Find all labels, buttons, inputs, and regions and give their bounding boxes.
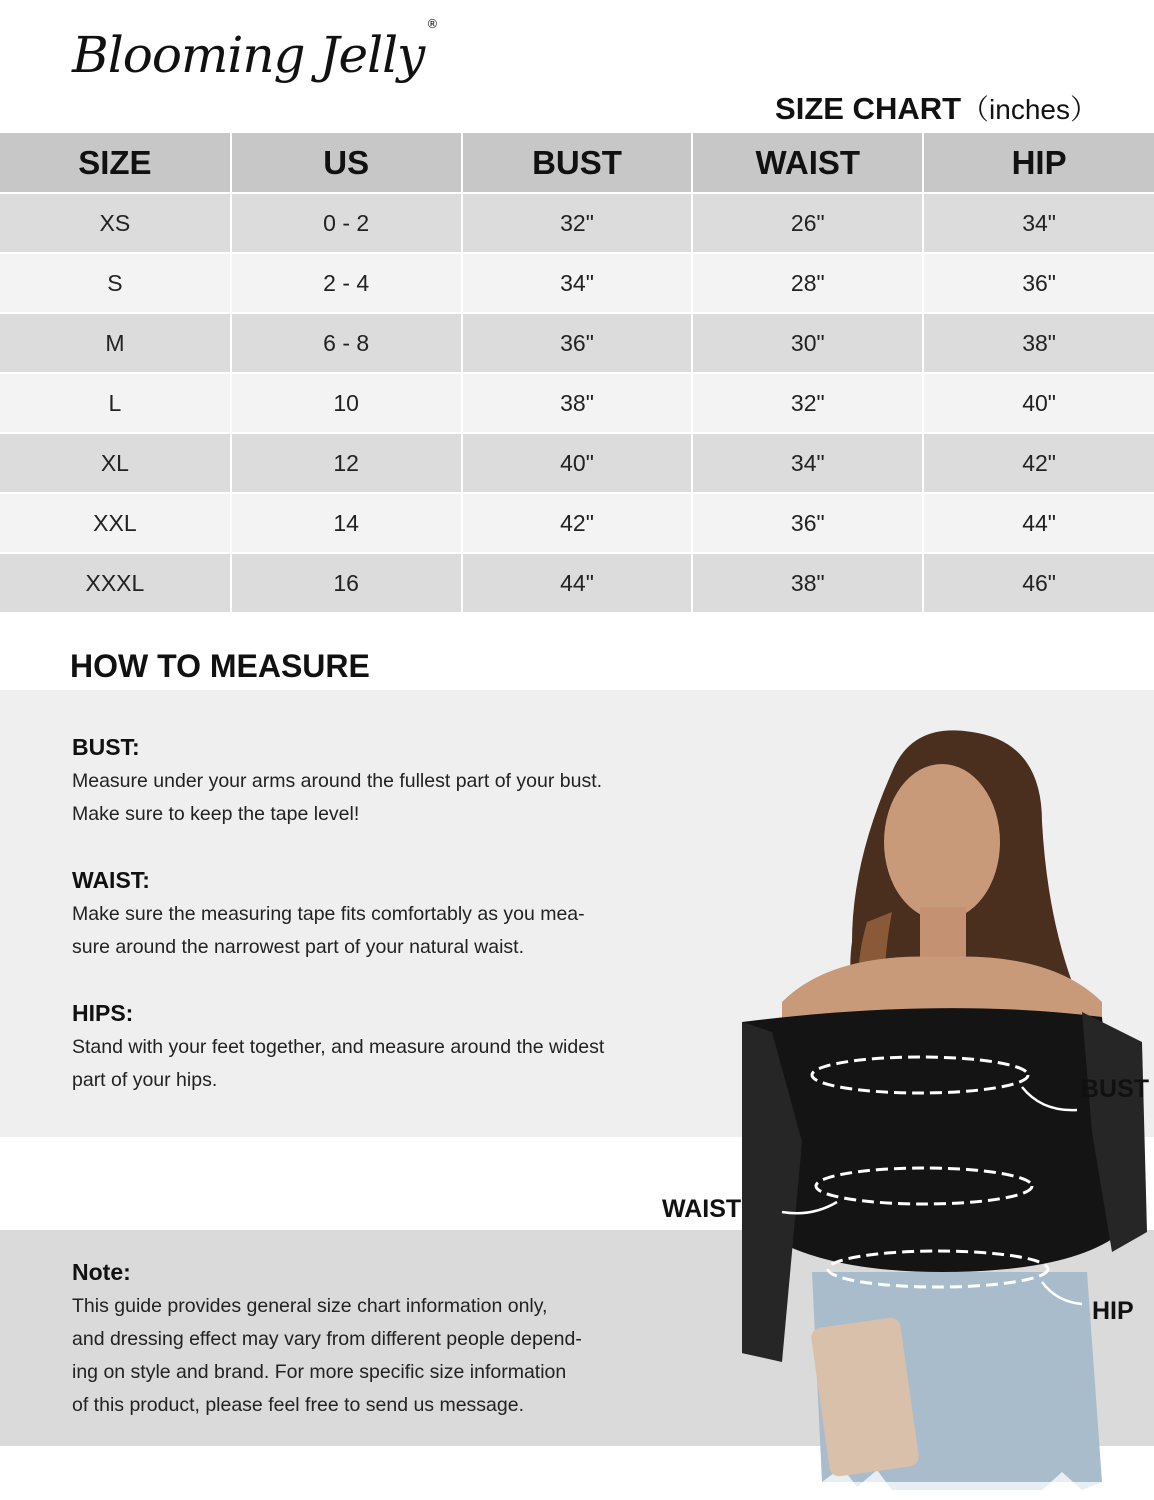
how-to-measure-title: HOW TO MEASURE	[70, 648, 370, 684]
note-line: ing on style and brand. For more specific size information	[72, 1361, 567, 1383]
hips-line: part of your hips.	[72, 1069, 218, 1091]
table-row	[0, 493, 1154, 553]
note-line: This guide provides general size chart information only,	[72, 1295, 548, 1317]
waist-tag: WAIST	[662, 1195, 742, 1223]
table-cell: XXXL	[0, 553, 231, 613]
size-chart-title: SIZE CHART	[775, 91, 962, 126]
table-cell: L	[0, 373, 231, 433]
bust-instructions	[72, 734, 662, 831]
note-line: of this product, please feel free to send us message.	[72, 1394, 525, 1416]
table-row	[0, 313, 1154, 373]
table-cell: M	[0, 313, 231, 373]
waist-line: sure around the narrowest part of your natural waist.	[72, 936, 524, 958]
brand-logo-text: Blooming Jelly	[72, 26, 425, 84]
column-header-hip: HIP	[923, 133, 1154, 193]
hip-tag: HIP	[1092, 1297, 1134, 1325]
bust-line: Make sure to keep the tape level!	[72, 803, 360, 825]
column-header-waist: WAIST	[692, 133, 923, 193]
table-header-row	[0, 133, 1154, 193]
table-cell: 38"	[923, 313, 1154, 373]
waist-label: WAIST:	[72, 867, 150, 893]
note-block	[72, 1259, 632, 1422]
table-cell: 2 - 4	[231, 253, 462, 313]
size-chart-unit: （inches）	[961, 94, 1098, 125]
table-cell: 40"	[462, 433, 693, 493]
bust-line: Measure under your arms around the fullest part of your bust.	[72, 770, 603, 792]
table-row	[0, 553, 1154, 613]
table-row	[0, 433, 1154, 493]
registered-mark: ®	[426, 17, 438, 32]
note-label: Note:	[72, 1259, 131, 1285]
hips-label: HIPS:	[72, 1000, 134, 1026]
table-cell: 26"	[692, 193, 923, 253]
table-cell: 38"	[692, 553, 923, 613]
column-header-us: US	[231, 133, 462, 193]
table-cell: 42"	[462, 493, 693, 553]
table-cell: 36"	[923, 253, 1154, 313]
brand-logo	[72, 17, 438, 84]
table-cell: 16	[231, 553, 462, 613]
note-line: and dressing effect may vary from different people depend-	[72, 1328, 582, 1350]
table-cell: 14	[231, 493, 462, 553]
waist-line: Make sure the measuring tape fits comfortably as you mea-	[72, 903, 585, 925]
column-header-size: SIZE	[0, 133, 231, 193]
table-cell: 34"	[923, 193, 1154, 253]
bust-tag: BUST	[1081, 1075, 1150, 1103]
table-row	[0, 373, 1154, 433]
table-cell: 44"	[462, 553, 693, 613]
table-cell: 32"	[462, 193, 693, 253]
column-header-bust: BUST	[462, 133, 693, 193]
table-cell: XS	[0, 193, 231, 253]
table-cell: XXL	[0, 493, 231, 553]
size-table	[0, 133, 1154, 614]
table-cell: 0 - 2	[231, 193, 462, 253]
table-cell: 44"	[923, 493, 1154, 553]
table-cell: 28"	[692, 253, 923, 313]
table-cell: 36"	[692, 493, 923, 553]
face-shape	[884, 764, 1000, 920]
table-cell: 34"	[692, 433, 923, 493]
size-chart-heading	[775, 88, 1098, 128]
table-cell: 32"	[692, 373, 923, 433]
table-cell: 36"	[462, 313, 693, 373]
hips-line: Stand with your feet together, and measure around the widest	[72, 1036, 605, 1058]
bust-label: BUST:	[72, 734, 140, 760]
hips-instructions	[72, 1000, 662, 1097]
table-cell: XL	[0, 433, 231, 493]
table-cell: 12	[231, 433, 462, 493]
table-cell: 10	[231, 373, 462, 433]
table-cell: S	[0, 253, 231, 313]
model-illustration	[742, 712, 1154, 1500]
table-row	[0, 193, 1154, 253]
table-cell: 6 - 8	[231, 313, 462, 373]
table-row	[0, 253, 1154, 313]
table-cell: 30"	[692, 313, 923, 373]
table-cell: 46"	[923, 553, 1154, 613]
table-cell: 40"	[923, 373, 1154, 433]
table-cell: 42"	[923, 433, 1154, 493]
table-cell: 38"	[462, 373, 693, 433]
waist-instructions	[72, 867, 662, 964]
table-cell: 34"	[462, 253, 693, 313]
